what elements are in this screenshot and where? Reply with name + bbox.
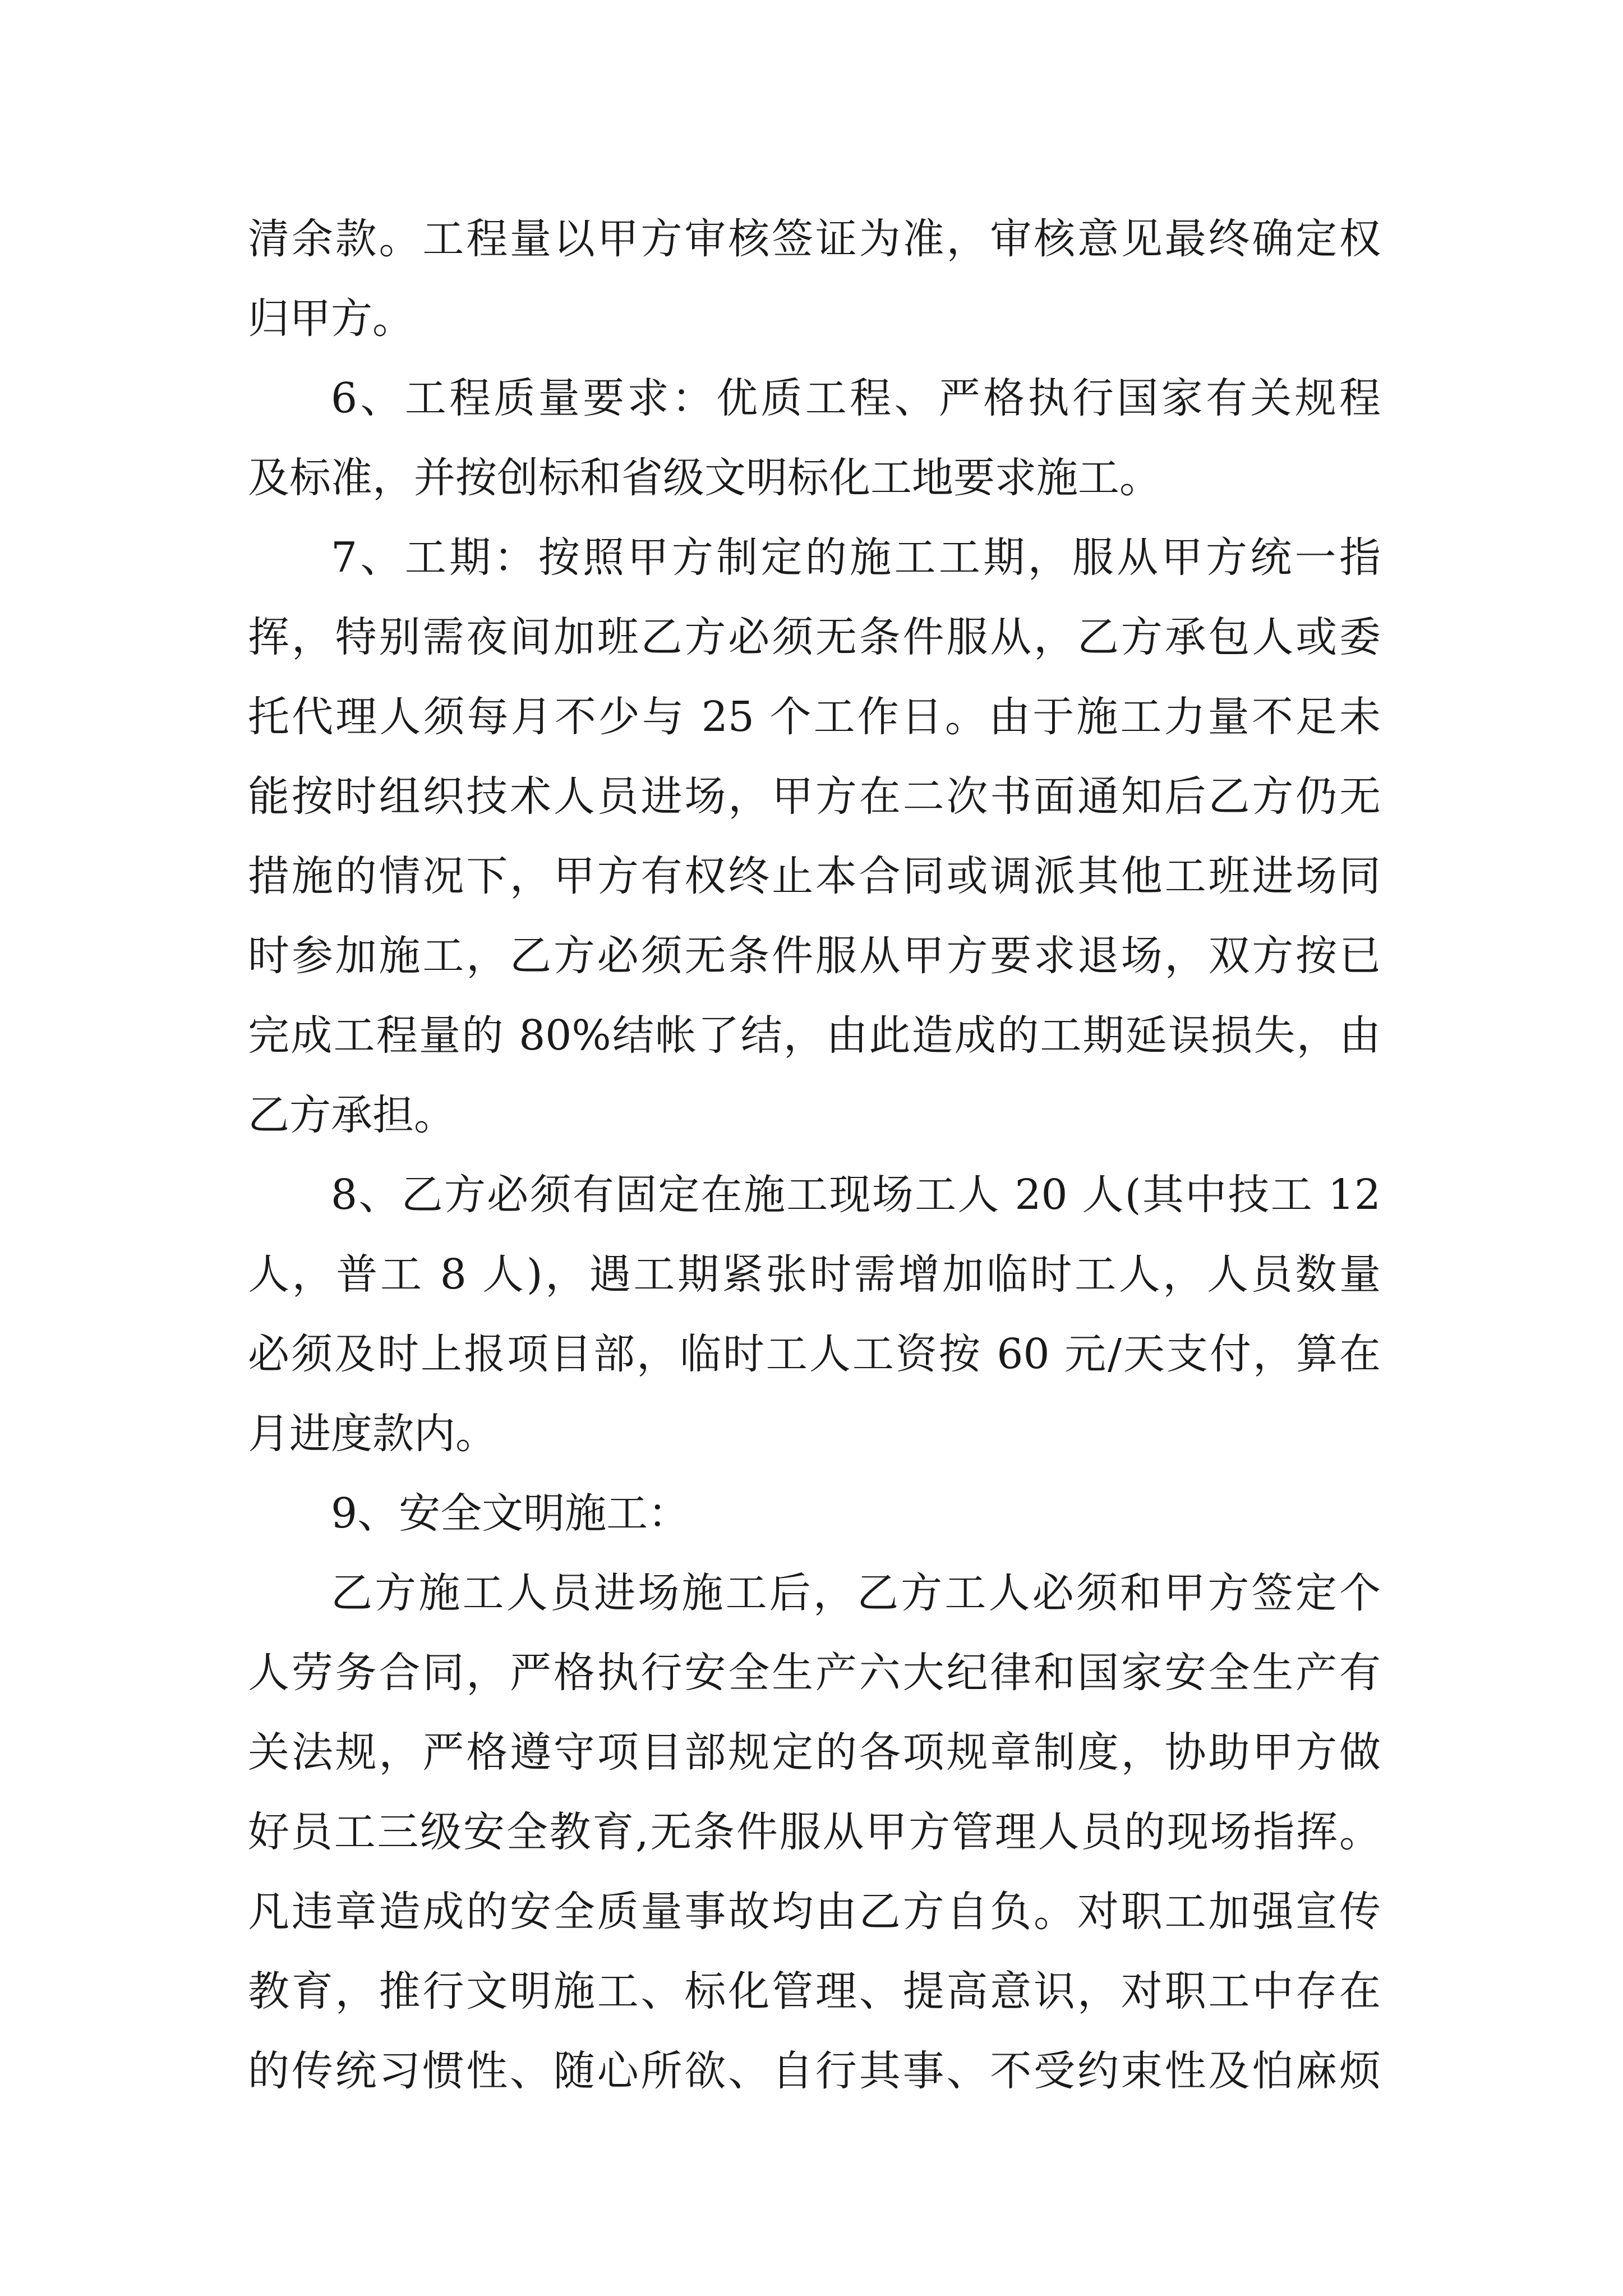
text-line: 9、安全文明施工： bbox=[331, 1489, 690, 1538]
text-line: 凡违章造成的安全质量事故均由乙方自负。对职工加强宣传 bbox=[248, 1888, 1381, 1936]
text-line: 能按时组织技术人员进场，甲方在二次书面通知后乙方仍无 bbox=[248, 772, 1381, 821]
text-line: 月进度款内。 bbox=[248, 1410, 497, 1458]
text-line: 6、工程质量要求：优质工程、严格执行国家有关规程 bbox=[331, 374, 1381, 422]
text-line: 托代理人须每月不少与 25 个工作日。由于施工力量不足未 bbox=[248, 693, 1381, 741]
text-line: 好员工三级安全教育,无条件服从甲方管理人员的现场指挥。 bbox=[248, 1808, 1381, 1856]
text-line: 完成工程量的 80%结帐了结，由此造成的工期延误损失，由 bbox=[248, 1011, 1381, 1060]
text-line: 8、乙方必须有固定在施工现场工人 20 人(其中技工 12 bbox=[331, 1171, 1381, 1219]
text-line: 关法规，严格遵守项目部规定的各项规章制度，协助甲方做 bbox=[248, 1728, 1381, 1777]
text-line: 人，普工 8 人)，遇工期紧张时需增加临时工人，人员数量 bbox=[248, 1250, 1381, 1299]
text-line: 清余款。工程量以甲方审核签证为准，审核意见最终确定权 bbox=[248, 215, 1381, 263]
text-line: 及标准，并按创标和省级文明标化工地要求施工。 bbox=[248, 454, 1161, 502]
text-line: 挥，特别需夜间加班乙方必须无条件服从，乙方承包人或委 bbox=[248, 613, 1381, 661]
text-line: 归甲方。 bbox=[248, 295, 414, 343]
text-line: 人劳务合同，严格执行安全生产六大纪律和国家安全生产有 bbox=[248, 1649, 1381, 1697]
text-line: 时参加施工，乙方必须无条件服从甲方要求退场，双方按已 bbox=[248, 932, 1381, 980]
text-line: 措施的情况下，甲方有权终止本合同或调派其他工班进场同 bbox=[248, 852, 1381, 900]
text-line: 7、工期：按照甲方制定的施工工期，服从甲方统一指 bbox=[331, 533, 1381, 582]
text-line: 教育，推行文明施工、标化管理、提高意识，对职工中存在 bbox=[248, 1967, 1381, 2016]
text-line: 必须及时上报项目部，临时工人工资按 60 元/天支付，算在 bbox=[248, 1330, 1381, 1378]
text-line: 的传统习惯性、随心所欲、自行其事、不受约束性及怕麻烦 bbox=[248, 2047, 1381, 2095]
text-line: 乙方施工人员进场施工后，乙方工人必须和甲方签定个 bbox=[331, 1569, 1381, 1617]
text-line: 乙方承担。 bbox=[248, 1091, 455, 1139]
